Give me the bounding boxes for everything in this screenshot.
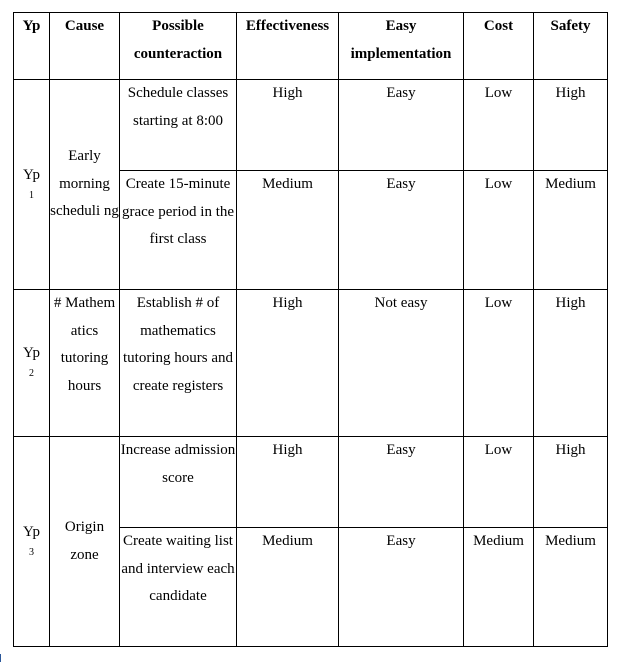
safety-cell: High [534,290,608,437]
cost-cell: Medium [464,528,534,647]
safety-cell: Medium [534,171,608,290]
table-row [14,437,608,528]
counteraction-cell: Create waiting list and interview each candidate [120,528,237,647]
implementation-cell: Easy [339,171,464,290]
cost-cell: Low [464,171,534,290]
yp-cell [14,290,50,437]
yp-number: 3 [29,546,34,558]
counteraction-cell: Establish # of mathematics tutoring hours and create registers [120,290,237,437]
safety-cell: Medium [534,528,608,647]
cost-cell: Low [464,437,534,528]
header-implementation: Easy implementation [339,13,464,80]
cause-cell: Origin zone [50,437,120,647]
implementation-cell: Easy [339,437,464,528]
yp-number: 1 [29,189,34,201]
table-row [14,80,608,171]
yp-cell [14,80,50,290]
header-counteraction: Possible counteraction [120,13,237,80]
cause-cell: Early morning scheduli ng [50,80,120,290]
page-edge-marker [0,654,1,662]
implementation-cell: Easy [339,80,464,171]
cost-cell: Low [464,80,534,171]
yp-cell [14,437,50,647]
header-yp: Yp [14,13,50,80]
effectiveness-cell: High [237,437,339,528]
counteraction-table [13,12,608,647]
header-effectiveness: Effectiveness [237,13,339,80]
effectiveness-cell: High [237,80,339,171]
header-row [14,13,608,80]
counteraction-cell: Schedule classes starting at 8:00 [120,80,237,171]
effectiveness-cell: Medium [237,528,339,647]
yp-label: Yp [23,345,40,361]
yp-label: Yp [23,166,40,183]
table-row [14,290,608,437]
yp-number: 2 [29,368,34,379]
effectiveness-cell: High [237,290,339,437]
implementation-cell: Not easy [339,290,464,437]
header-cost: Cost [464,13,534,80]
safety-cell: High [534,437,608,528]
counteraction-cell: Increase admission score [120,437,237,528]
implementation-cell: Easy [339,528,464,647]
effectiveness-cell: Medium [237,171,339,290]
safety-cell: High [534,80,608,171]
counteraction-cell: Create 15-minute grace period in the first class [120,171,237,290]
yp-label: Yp [23,523,40,540]
header-cause: Cause [50,13,120,80]
cost-cell: Low [464,290,534,437]
header-safety: Safety [534,13,608,80]
cause-cell: # Mathem atics tutoring hours [50,290,120,437]
